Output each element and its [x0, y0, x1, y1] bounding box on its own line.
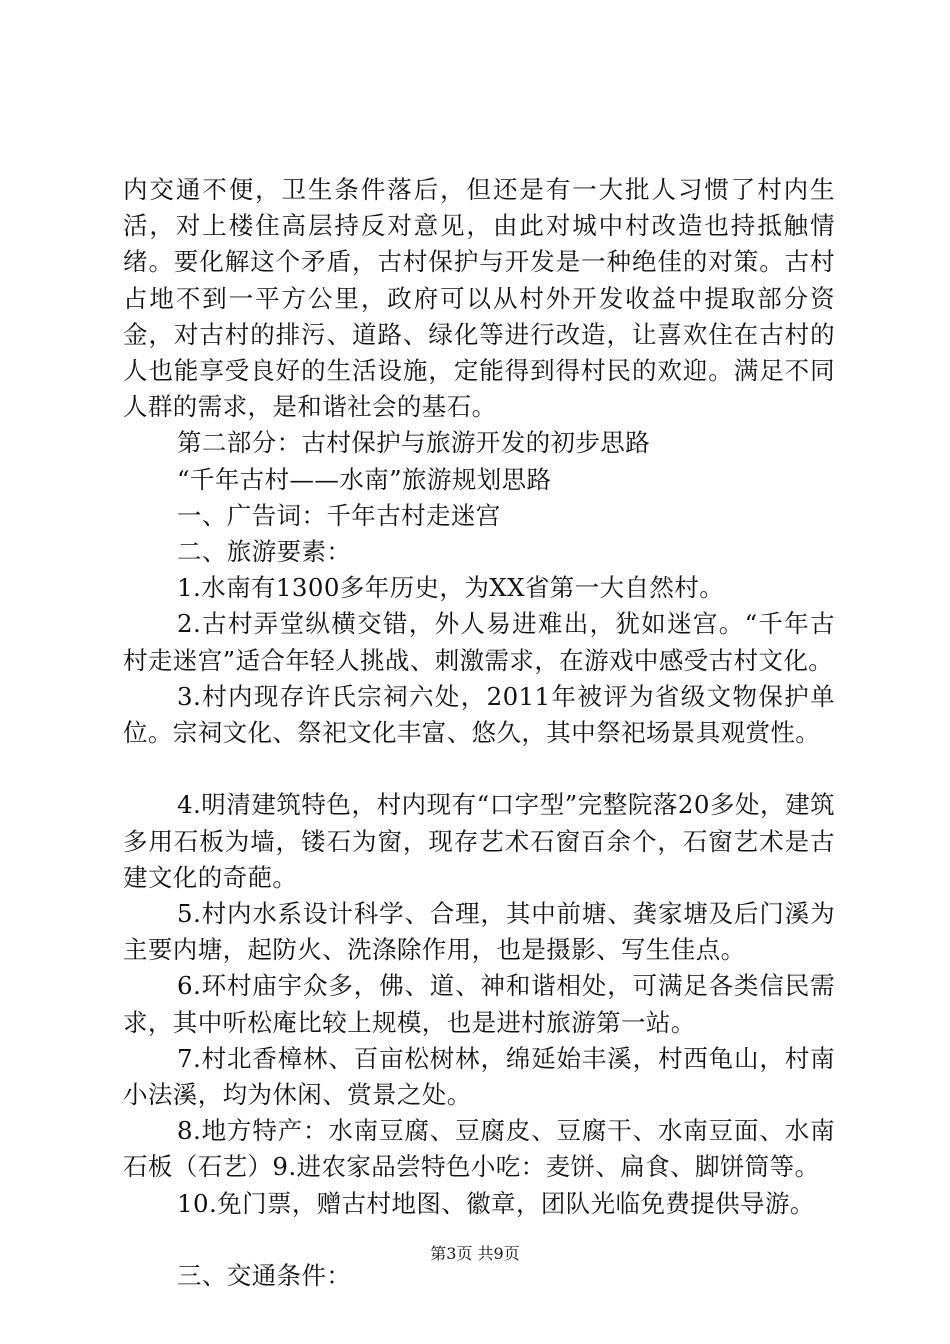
list-item-2: 2.古村弄堂纵横交错，外人易进难出，犹如迷宫。“千年古村走迷宫”适合年轻人挑战、刺激需求，在游戏中感受古村文化。	[123, 609, 835, 675]
heading-transport: 三、交通条件：	[177, 1261, 352, 1291]
document-body	[123, 172, 835, 1294]
paragraph-continuation: 内交通不便，卫生条件落后，但还是有一大批人习惯了村内生活，对上楼住高层持反对意见，由此对城中村改造也持抵触情绪。要化解这个矛盾，古村保护与开发是一种绝佳的对策。古村占地不到一平方公里，政府可以从村外开发收益中提取部分资金，对古村的排污、道路、绿化等进行改造，让喜欢住在古村的人也能享受良好的生活设施，定能得到得村民的欢迎。满足不同人群的需求，是和谐社会的基石。	[123, 175, 835, 422]
plan-title: “千年古村——水南”旅游规划思路	[177, 464, 552, 494]
list-item-7: 7.村北香樟林、百亩松树林，绵延始丰溪，村西龟山，村南小法溪，均为休闲、赏景之处。	[123, 1043, 835, 1110]
heading-tourism-elements: 二、旅游要素：	[177, 537, 352, 567]
heading-slogan: 一、广告词：千年古村走迷宫	[177, 500, 501, 530]
list-item-10: 10.免门票，赠古村地图、徽章，团队光临免费提供导游。	[177, 1188, 815, 1218]
list-item-4: 4.明清建筑特色，村内现有“口字型”完整院落20多处，建筑多用石板为墙，镂石为窗，现存艺术石窗百余个，石窗艺术是古建文化的奇葩。	[123, 790, 835, 892]
list-item-1: 1.水南有1300多年历史，为XX省第一大自然村。	[177, 573, 725, 603]
list-item-8-9: 8.地方特产：水南豆腐、豆腐皮、豆腐干、水南豆面、水南石板（石艺）9.进农家品尝特色小吃：麦饼、扁食、脚饼筒等。	[123, 1116, 835, 1182]
paragraph-gap	[123, 751, 835, 787]
section-heading-part-two: 第二部分：古村保护与旅游开发的初步思路	[177, 428, 651, 458]
list-item-3: 3.村内现存许氏宗祠六处，2011年被评为省级文物保护单位。宗祠文化、祭祀文化丰富、悠久，其中祭祀场景具观赏性。	[123, 681, 835, 748]
list-item-6: 6.环村庙宇众多，佛、道、神和谐相处，可满足各类信民需求，其中听松庵比较上规模，也是进村旅游第一站。	[123, 971, 835, 1037]
list-item-5: 5.村内水系设计科学、合理，其中前塘、龚家塘及后门溪为主要内塘，起防火、洗涤除作用，也是摄影、写生佳点。	[123, 899, 835, 965]
page-number-footer: 第3页 共9页	[430, 1244, 520, 1263]
